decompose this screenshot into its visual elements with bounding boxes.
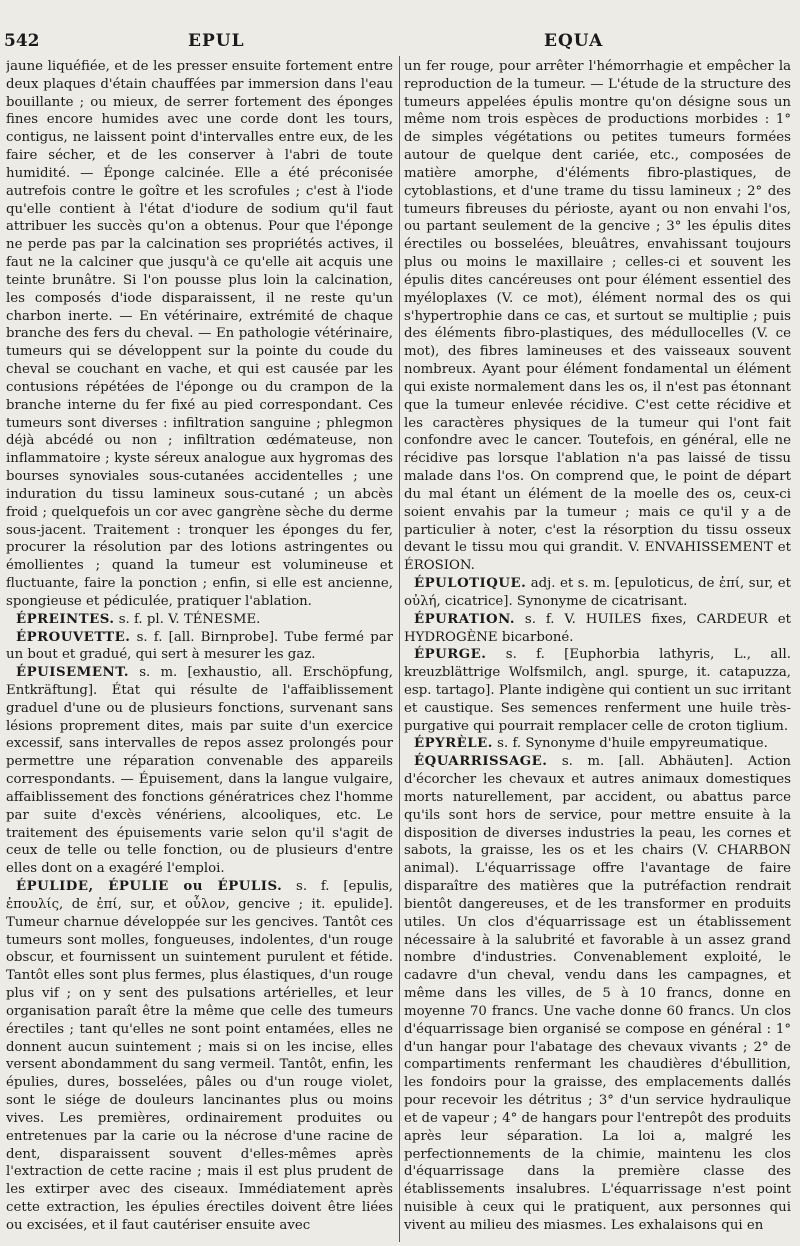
dictionary-entry: ÉPYRÈLE. s. f. Synonyme d'huile empyreumatique.: [414, 736, 768, 752]
headword: ÉPULIDE, ÉPULIE ou ÉPULIS.: [16, 879, 283, 895]
headword: ÉPYRÈLE.: [414, 736, 493, 752]
running-head-right: EQUA: [544, 31, 604, 51]
headword: ÉPREINTES.: [16, 611, 115, 627]
dictionary-entry: ÉPURATION. s. f. V. HUILES fixes, CARDEUR et HYDROGÈNE bicarboné.: [404, 611, 791, 645]
dictionary-entry: ÉPULIDE, ÉPULIE ou ÉPULIS. s. f. [epulis, ἐπουλίς, de ἐπί, sur, et οὖλον, gencive ; it. epulide]. Tumeur charnue développée sur les gencives. Tantôt ces tumeurs sont molles, fongueuses, indolentes, d'un rouge obscur, et fournissent un suintement purulent et fétide. Tantôt elles sont plus fermes, plus élastiques, d'un rouge plus vif ; on y sent des pulsations artérielles, et leur organisation paraît être la même que celle des tumeurs érectiles ; tant qu'elles ne sont point entamées, elles ne donnent aucun suintement ; mais si on les incise, elles versent abondamment du sang vermeil. Tantôt, enfin, les épulies, dures, bosselées, pâles ou d'un rouge violet, sont le siége de douleurs lancinantes plus ou moins vives. Les premières, ordinairement produites ou entretenues par la carie ou la nécrose d'une racine de dent, disparaissent souvent d'elles-mêmes après l'extraction de cette racine ; mais il est plus prudent de les extirper avec des ciseaux. Immédiatement après cette extraction, les épulies érectiles doivent être liées ou excisées, et il faut cautériser ensuite avec: [6, 879, 393, 1233]
headword: ÉPUISEMENT.: [16, 665, 130, 681]
dictionary-entry: ÉPROUVETTE. s. f. [all. Birnprobe]. Tube fermé par un bout et gradué, qui sert à mesurer les gaz.: [6, 629, 393, 663]
dictionary-entry: ÉPREINTES. s. f. pl. V. TÉNESME.: [16, 611, 261, 627]
headword: ÉPURGE.: [414, 647, 487, 663]
dictionary-entry: ÉPULOTIQUE. adj. et s. m. [epuloticus, de ἐπί, sur, et οὐλή, cicatrice]. Synonyme de cicatrisant.: [404, 576, 791, 609]
page-number: 542: [4, 31, 40, 51]
left-column: [6, 58, 393, 1240]
headword: ÉPURATION.: [414, 611, 515, 627]
entry-continuation: un fer rouge, pour arrêter l'hémorrhagie et empêcher la reproduction de la tumeur. — L'étude de la structure des tumeurs appelées épulis montre qu'on désigne sous un même nom trois espèces de productions morbides : 1° de simples végétations ou petites tumeurs formées autour de quelque dent cariée, etc., composées de matière amorphe, d'éléments fibro-plastiques, de cytoblastions, et d'une trame du tissu lamineux ; 2° des tumeurs fibreuses du périoste, ayant ou non envahi l'os, ou partant seulement de la gencive ; 3° les épulis dites érectiles ou bosselées, bleuâtres, envahissant toujours plus ou moins le maxillaire ; celles-ci et souvent les épulis dites cancéreuses ont pour élément essentiel des myéloplaxes (V. ce mot), élément normal des os qui s'hypertrophie dans ce cas, et surtout se multiplie ; puis des éléments fibro-plastiques, des médullocelles (V. ce mot), des fibres lamineuses et des vaisseaux souvent nombreux. Ayant pour élément fondamental un élément qui existe normalement dans les os, il n'est pas étonnant que la tumeur enlevée récidive. C'est cette récidive et les caractères physiques de la tumeur qui l'ont fait confondre avec le cancer. Toutefois, en général, elle ne récidive pas lorsque l'ablation n'a pas laissé de tissu malade dans l'os. On comprend que, le point de départ du mal étant un élément de la moelle des os, ceux-ci soient envahis par la tumeur ; mais ce qu'il y a de particulier à noter, c'est la résorption du tissu osseux devant le tissu mou qui grandit. V. ENVAHISSEMENT et ÉROSION.: [404, 59, 791, 574]
headword: ÉPULOTIQUE.: [414, 576, 527, 592]
headword: ÉQUARRISSAGE.: [414, 754, 548, 770]
page-header: [0, 0, 800, 58]
headword: ÉPROUVETTE.: [16, 629, 131, 645]
running-head-left: EPUL: [188, 31, 245, 51]
entry-continuation: jaune liquéfiée, et de les presser ensuite fortement entre deux plaques d'étain chauffées par immersion dans l'eau bouillante ; ou mieux, de serrer fortement des éponges fines encore humides avec une corde dont les tours, contigus, ne laissent point d'intervalles entre eux, de les faire sécher, et de les conserver à l'abri de toute humidité. — Éponge calcinée. Elle a été préconisée autrefois contre le goître et les scrofules ; c'est à l'iode qu'elle contient à l'état d'iodure de sodium qu'il faut attribuer les succès qu'on a obtenus. Pour que l'éponge ne perde pas par la calcination ses propriétés actives, il faut ne la calciner que jusqu'à ce qu'elle ait acquis une teinte brunâtre. Si l'on pousse plus loin la calcination, les composés d'iode disparaissent, il ne reste qu'un charbon inerte. — En vétérinaire, extrémité de chaque branche des fers du cheval. — En pathologie vétérinaire, tumeurs qui se développent sur la pointe du coude du cheval se couchant en vache, et qui est causée par les contusions répétées de l'éponge ou du crampon de la branche interne du fer fixé au pied correspondant. Ces tumeurs sont diverses : infiltration sanguine ; phlegmon déjà abcédé ou non ; infiltration œdémateuse, non inflammatoire ; kyste séreux analogue aux hygromas des bourses synoviales sous-cutanées accidentelles ; une induration du tissu lamineux sous-cutané ; un abcès froid ; quelquefois un cor avec gangrène sèche du derme sous-jacent. Traitement : tronquer les éponges du fer, procurer la résolution par des lotions astringentes ou émollientes ; quand la tumeur est volumineuse et fluctuante, faire la ponction ; enfin, si elle est ancienne, spongieuse et pédiculée, pratiquer l'ablation.: [6, 59, 393, 609]
dictionary-entry: ÉPUISEMENT. s. m. [exhaustio, all. Erschöpfung, Entkräftung]. État qui résulte de l'affaiblissement graduel d'une ou de plusieurs fonctions, survenant sans lésions proprement dites, mais par suite d'un exercice excessif, sans intervalles de repos assez prolongés pour permettre une réparation convenable des appareils correspondants. — Épuisement, dans la langue vulgaire, affaiblissement des fonctions génératrices chez l'homme par suite d'excès vénériens, alcooliques, etc. Le traitement des épuisements varie selon qu'il s'agit de ceux de telle ou telle fonction, ou de plusieurs d'entre elles dont on a exagéré l'emploi.: [6, 665, 393, 877]
right-column: [404, 58, 791, 1240]
column-divider: [399, 56, 400, 1242]
dictionary-entry: ÉPURGE. s. f. [Euphorbia lathyris, L., all. kreuzblättrige Wolfsmilch, angl. spurge, it. catapuzza, esp. tartago]. Plante indigène qui contient un suc irritant et caustique. Ses semences renferment une huile très-purgative qui pourrait remplacer celle de croton tiglium.: [404, 647, 791, 734]
dictionary-entry: ÉQUARRISSAGE. s. m. [all. Abhäuten]. Action d'écorcher les chevaux et autres animaux domestiques morts naturellement, par accident, ou abattus parce qu'ils sont hors de service, pour mettre ensuite à la disposition de diverses industries la peau, les cornes et sabots, la graisse, les os et les chairs (V. CHARBON animal). L'équarrissage offre l'avantage de faire disparaître des matières que la putréfaction rendrait bientôt dangereuses, et de les transformer en produits utiles. Un clos d'équarrissage est un établissement nécessaire à la salubrité et favorable à un assez grand nombre d'industries. Convenablement exploité, le cadavre d'un cheval, vendu dans les campagnes, et même dans les villes, de 5 à 10 francs, donne en moyenne 70 francs. Une vache donne 60 francs. Un clos d'équarrissage bien organisé se compose en général : 1° d'un hangar pour l'abatage des chevaux vivants ; 2° de compartiments renfermant les chaudières d'ébullition, les fondoirs pour la graisse, des emplacements dallés pour recevoir les détritus ; 3° d'un service hydraulique et de vapeur ; 4° de hangars pour l'entrepôt des produits après leur séparation. La loi a, malgré les perfectionnements de la chimie, maintenu les clos d'équarrissage dans la première classe des établissements insalubres. L'équarrissage n'est point nuisible à ceux qui le pratiquent, aux personnes qui vivent au milieu des miasmes. Les exhalaisons qui en: [404, 754, 791, 1233]
